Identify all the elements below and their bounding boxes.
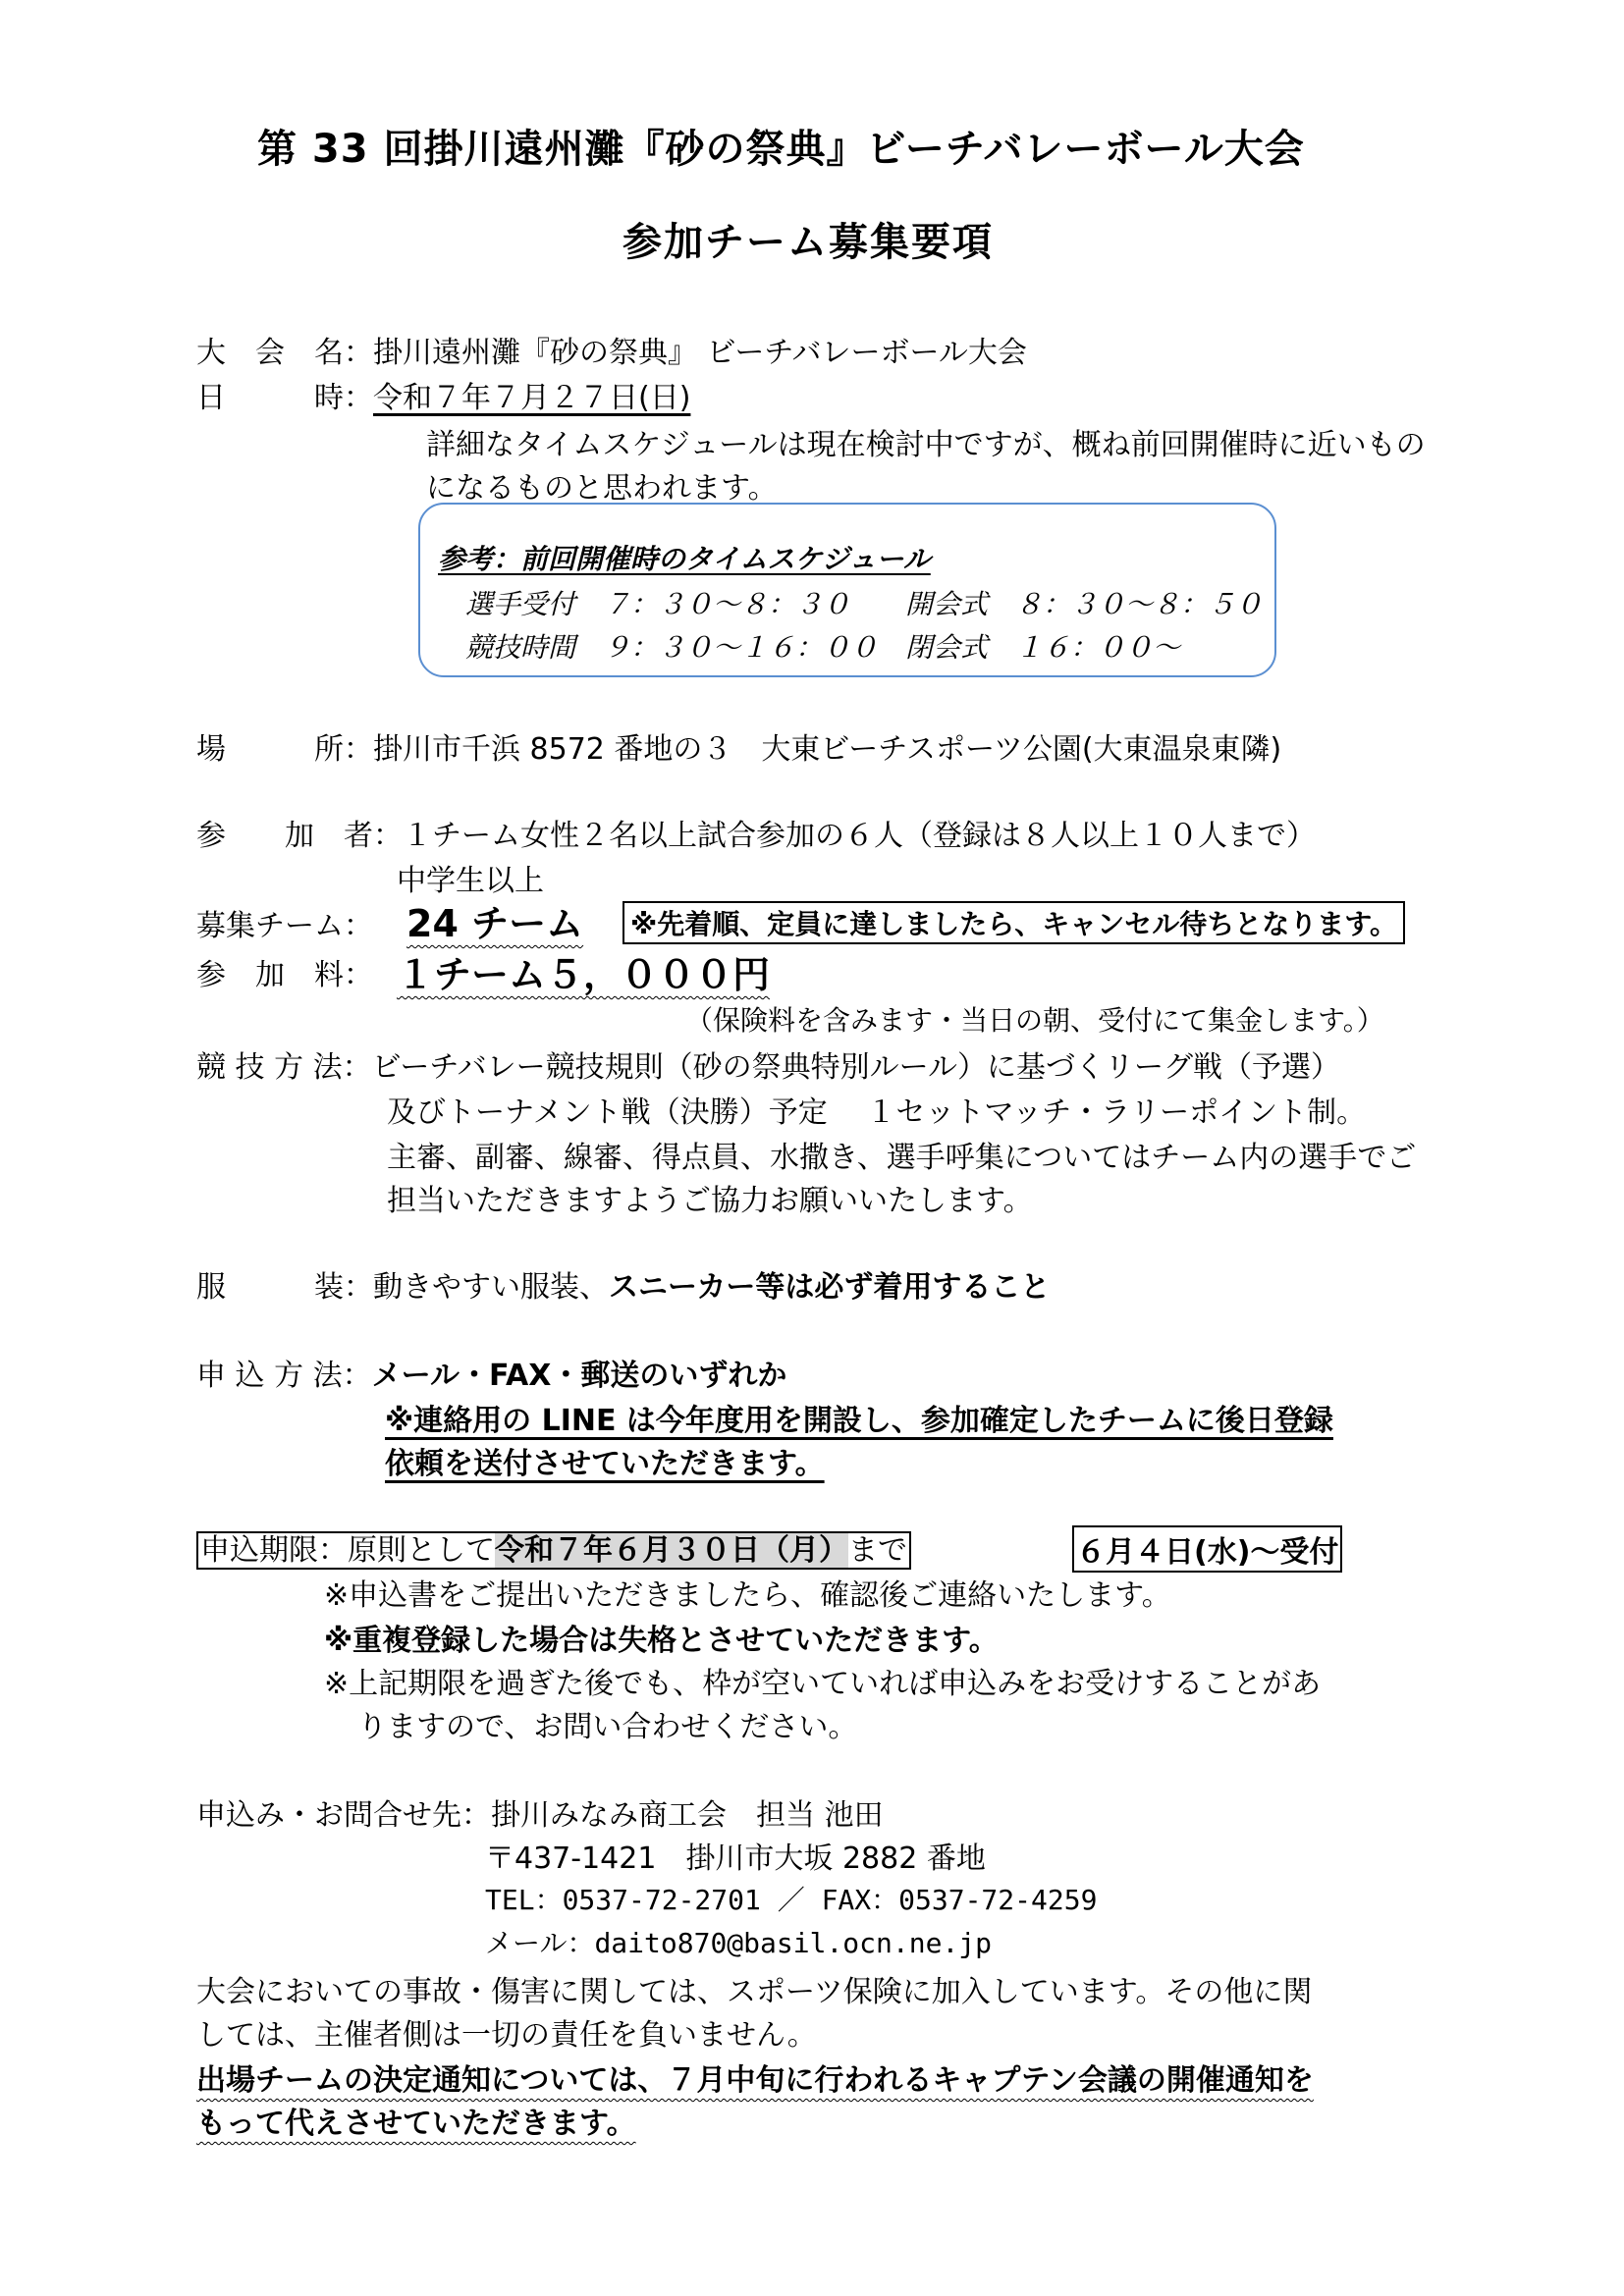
event-name-label: 大 会 名： — [196, 336, 373, 370]
method-line-3: 主審、副審、線審、得点員、水撒き、選手呼集についてはチーム内の選手でご — [387, 1141, 1417, 1175]
participants-row — [196, 811, 1316, 854]
date-row — [196, 373, 690, 416]
deadline-label: 申込期限： — [200, 1533, 348, 1568]
venue-value: 掛川市千浜 8572 番地の３ 大東ビーチスポーツ公園(大東温泉東隣) — [373, 732, 1282, 767]
apply-method-row — [196, 1351, 786, 1394]
method-label: 競 技 方 法： — [196, 1050, 372, 1085]
footer-line-1: 大会においての事故・傷害に関しては、スポーツ保険に加入しています。その他に関 — [196, 1975, 1313, 2009]
fee-label: 参 加 料： — [196, 958, 373, 992]
participants-label: 参 加 者： — [196, 819, 403, 853]
attire-value-plain: 動きやすい服装、 — [373, 1270, 609, 1305]
deadline-box — [196, 1531, 911, 1570]
page-subtitle: 参加チーム募集要項 — [623, 220, 994, 265]
recruit-note: ※先着順、定員に達しましたら、キャンセル待ちとなります。 — [623, 901, 1405, 944]
fee-note: （保険料を含みます・当日の朝、受付にて集金します。） — [685, 1004, 1384, 1037]
apply-method-value: メール・FAX・郵送のいずれか — [371, 1359, 787, 1393]
event-name-row — [196, 328, 1027, 371]
method-line-2: 及びトーナメント戦（決勝）予定 １セットマッチ・ラリーポイント制。 — [387, 1095, 1367, 1130]
event-name-value: 掛川遠州灘『砂の祭典』 ビーチバレーボール大会 — [373, 336, 1027, 370]
deadline-row — [196, 1525, 911, 1569]
apply-method-note-2: 依頼を送付させていただきます。 — [385, 1447, 825, 1481]
date-note-2: になるものと思われます。 — [426, 471, 778, 506]
deadline-note-1: ※申込書をご提出いただきましたら、確認後ご連絡いたします。 — [324, 1578, 1171, 1613]
fee-value: １チーム５，０００円 — [397, 953, 771, 996]
date-value: 令和７年７月２７日(日) — [373, 381, 691, 415]
recruit-label: 募集チーム： — [196, 909, 373, 943]
attire-value-bold: スニーカー等は必ず着用すること — [609, 1270, 1051, 1305]
attire-label: 服 装： — [196, 1270, 373, 1305]
deadline-date: 令和７年６月３０日（月） — [495, 1533, 848, 1568]
deadline-note-3a: ※上記期限を過ぎた後でも、枠が空いていれば申込みをお受けすることがあ — [324, 1667, 1322, 1701]
attire-row — [196, 1262, 1050, 1306]
deadline-prefix: 原則として — [348, 1533, 495, 1568]
venue-label: 場 所： — [196, 732, 373, 767]
reference-row-2: 競技時間 ９：３０～１６：００ 閉会式 １６：００～ — [465, 631, 1181, 664]
method-line-4: 担当いただきますようご協力お願いいたします。 — [387, 1184, 1033, 1218]
contact-org: 掛川みなみ商工会 担当 池田 — [491, 1798, 884, 1833]
deadline-note-2: ※重複登録した場合は失格とさせていただきます。 — [324, 1624, 999, 1658]
method-row — [196, 1042, 1340, 1086]
method-line-1: ビーチバレー競技規則（砂の祭典特別ルール）に基づくリーグ戦（予選） — [371, 1050, 1341, 1085]
contact-row — [196, 1790, 884, 1834]
date-note-1: 詳細なタイムスケジュールは現在検討中ですが、概ね前回開催時に近いもの — [426, 428, 1426, 462]
footer-line-2: しては、主催者側は一切の責任を負いません。 — [196, 2018, 817, 2053]
contact-address: 〒437-1421 掛川市大坂 2882 番地 — [485, 1842, 986, 1876]
reference-row-1: 選手受付 ７：３０～８：３０ 開会式 ８：３０～８：５０ — [465, 588, 1264, 620]
contact-email[interactable]: メール：daito870@basil.ocn.ne.jp — [485, 1927, 993, 1959]
footer-line-3: 出場チームの決定通知については、７月中旬に行われるキャプテン会議の開催通知を — [196, 2063, 1314, 2098]
page-title: 第 33 回掛川遠州灘『砂の祭典』ビーチバレーボール大会 — [257, 127, 1305, 172]
reference-title: 参考：前回開催時のタイムスケジュール — [438, 543, 931, 575]
deadline-start: ６月４日(水)～受付 — [1072, 1525, 1342, 1573]
participants-line-1: １チーム女性２名以上試合参加の６人（登録は８人以上１０人まで） — [403, 819, 1316, 853]
date-label: 日 時： — [196, 381, 373, 415]
contact-label: 申込み・お問合せ先： — [196, 1798, 491, 1833]
contact-phone-fax: TEL：0537-72-2701 ／ FAX：0537-72-4259 — [485, 1884, 1098, 1916]
footer-line-4: もって代えさせていただきます。 — [196, 2107, 636, 2141]
apply-method-note-1: ※連絡用の LINE は今年度用を開設し、参加確定したチームに後日登録 — [385, 1404, 1333, 1438]
venue-row — [196, 724, 1281, 768]
deadline-note-3b: りますので、お問い合わせください。 — [357, 1710, 858, 1744]
apply-method-label: 申 込 方 法： — [196, 1359, 372, 1393]
recruit-value: 24 チーム — [406, 902, 584, 945]
deadline-suffix: まで — [848, 1533, 907, 1568]
participants-line-2: 中学生以上 — [397, 864, 544, 898]
